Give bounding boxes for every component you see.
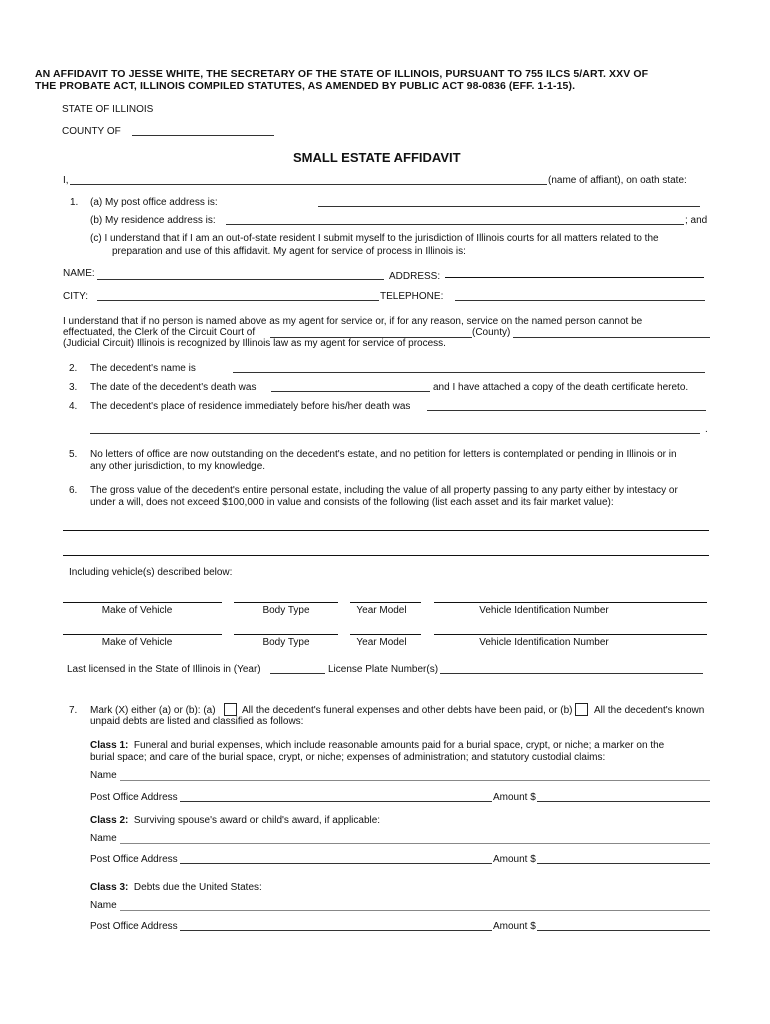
- agent-city-label: CITY:: [63, 291, 89, 302]
- class1-line-1: Funeral and burial expenses, which include reasonable amounts paid for a burial space, crypt, or niche; a marker on the: [133, 740, 665, 751]
- item5-line-1: No letters of office are now outstanding on the decedent's estate, and no petition for letters is contemplated or pending in Illinois or in: [90, 449, 677, 460]
- class2-name-label: Name: [90, 833, 117, 844]
- date-of-death-field[interactable]: [271, 391, 430, 392]
- class2-label: Class 2:: [90, 815, 129, 826]
- plate-number-label: License Plate Number(s): [328, 664, 439, 675]
- class1-line-2: burial space; and care of the burial space, crypt, or niche; expenses of administration; and statutory custodial claims:: [90, 752, 606, 763]
- item7-line-1b: All the decedent's funeral expenses and other debts have been paid, or (b): [242, 705, 573, 716]
- class2-po-field[interactable]: [180, 863, 492, 864]
- item1c-line-2: preparation and use of this affidavit. My agent for service of process in Illinois is:: [112, 246, 466, 257]
- understand-line-3: (Judicial Circuit) Illinois is recognized by Illinois law as my agent for service of process.: [63, 338, 446, 349]
- understand-line-1: I understand that if no person is named above as my agent for service or, if for any reason, service on the named person cannot be: [63, 316, 643, 327]
- header-line-2: THE PROBATE ACT, ILLINOIS COMPILED STATUTES, AS AMENDED BY PUBLIC ACT 98-0836 (EFF. 1-1-15).: [35, 80, 576, 92]
- affiant-name-field[interactable]: [70, 184, 547, 185]
- vehicle1-body-field[interactable]: [234, 602, 338, 603]
- item1b-end: ; and: [685, 215, 708, 226]
- item3-number: 3.: [69, 382, 78, 393]
- class2-amount-field[interactable]: [537, 863, 710, 864]
- class3-name-label: Name: [90, 900, 117, 911]
- plate-number-field[interactable]: [440, 673, 703, 674]
- agent-address-label: ADDRESS:: [389, 271, 441, 282]
- item3-text: The date of the decedent's death was: [90, 382, 257, 393]
- vehicle1-vin-field[interactable]: [434, 602, 707, 603]
- vehicle1-make-label: Make of Vehicle: [101, 605, 173, 616]
- asset-list-line-1[interactable]: [63, 530, 709, 531]
- class3-amount-label: Amount $: [493, 921, 536, 932]
- class2-amount-label: Amount $: [493, 854, 536, 865]
- item6-line-2: under a will, does not exceed $100,000 in value and consists of the following (list each asset and its fair market value):: [90, 497, 614, 508]
- post-office-address-field[interactable]: [318, 206, 700, 207]
- class1-block: [90, 740, 664, 751]
- item1a-label: (a) My post office address is:: [90, 197, 218, 208]
- residence-address-field[interactable]: [226, 224, 684, 225]
- class1-name-field[interactable]: [120, 780, 710, 781]
- vehicle1-body-label: Body Type: [262, 605, 310, 616]
- county-field[interactable]: [132, 135, 274, 136]
- item6-line-1: The gross value of the decedent's entire personal estate, including the value of all property passing to any party either by intestacy or: [90, 485, 678, 496]
- county-label: COUNTY OF: [62, 126, 121, 137]
- class1-name-label: Name: [90, 770, 117, 781]
- agent-telephone-field[interactable]: [455, 300, 705, 301]
- vehicles-heading: Including vehicle(s) described below:: [69, 567, 233, 578]
- understand-line-2b: (County): [472, 327, 511, 338]
- item2-text: The decedent's name is: [90, 363, 196, 374]
- class1-po-field[interactable]: [180, 801, 492, 802]
- form-title: SMALL ESTATE AFFIDAVIT: [293, 150, 461, 165]
- class3-name-field[interactable]: [120, 910, 710, 911]
- last-licensed-year-field[interactable]: [270, 673, 325, 674]
- vehicle2-year-field[interactable]: [350, 634, 421, 635]
- vehicle2-make-label: Make of Vehicle: [101, 637, 173, 648]
- class3-amount-field[interactable]: [537, 930, 710, 931]
- vehicle2-body-label: Body Type: [262, 637, 310, 648]
- class3-po-label: Post Office Address: [90, 921, 178, 932]
- understand-line-2a: effectuated, the Clerk of the Circuit Court of: [63, 327, 256, 338]
- item6-number: 6.: [69, 485, 78, 496]
- class3-block: [90, 882, 262, 893]
- class3-text: Debts due the United States:: [133, 882, 262, 893]
- vehicle2-vin-field[interactable]: [434, 634, 707, 635]
- option-b-checkbox[interactable]: [575, 703, 588, 716]
- asset-list-line-2[interactable]: [63, 555, 709, 556]
- decedent-name-field[interactable]: [233, 372, 705, 373]
- class2-text: Surviving spouse's award or child's award, if applicable:: [133, 815, 381, 826]
- class1-amount-label: Amount $: [493, 792, 536, 803]
- vehicle2-vin-label: Vehicle Identification Number: [479, 637, 609, 648]
- vehicle1-vin-label: Vehicle Identification Number: [479, 605, 609, 616]
- class3-label: Class 3:: [90, 882, 129, 893]
- item4-end: .: [705, 424, 708, 435]
- option-a-checkbox[interactable]: [224, 703, 237, 716]
- item1c-line-1: (c) I understand that if I am an out-of-state resident I submit myself to the jurisdiction of Illinois courts for all matters related to the: [90, 233, 659, 244]
- vehicle2-body-field[interactable]: [234, 634, 338, 635]
- residence-before-death-field[interactable]: [427, 410, 706, 411]
- vehicle1-year-label: Year Model: [356, 605, 407, 616]
- item7-number: 7.: [69, 705, 78, 716]
- last-licensed-label: Last licensed in the State of Illinois in (Year): [67, 664, 261, 675]
- item4-number: 4.: [69, 401, 78, 412]
- item4-text: The decedent's place of residence immediately before his/her death was: [90, 401, 411, 412]
- vehicle2-make-field[interactable]: [63, 634, 222, 635]
- vehicle1-year-field[interactable]: [350, 602, 421, 603]
- vehicle2-year-label: Year Model: [356, 637, 407, 648]
- item3-text-2: and I have attached a copy of the death certificate hereto.: [433, 382, 689, 393]
- item7-line-2: unpaid debts are listed and classified as follows:: [90, 716, 304, 727]
- item1b-label: (b) My residence address is:: [90, 215, 216, 226]
- item5-number: 5.: [69, 449, 78, 460]
- item1-number: 1.: [70, 197, 79, 208]
- item2-number: 2.: [69, 363, 78, 374]
- judicial-circuit-field[interactable]: [513, 337, 710, 338]
- class1-label: Class 1:: [90, 740, 129, 751]
- agent-address-field[interactable]: [445, 277, 704, 278]
- class1-po-label: Post Office Address: [90, 792, 178, 803]
- affiant-suffix: (name of affiant), on oath state:: [548, 175, 687, 186]
- item7-line-1a: Mark (X) either (a) or (b): (a): [90, 705, 216, 716]
- class2-name-field[interactable]: [120, 843, 710, 844]
- class1-amount-field[interactable]: [537, 801, 710, 802]
- class2-block: [90, 815, 380, 826]
- agent-telephone-label: TELEPHONE:: [380, 291, 444, 302]
- state-label: STATE OF ILLINOIS: [62, 104, 154, 115]
- item7-line-1c: All the decedent's known: [594, 705, 705, 716]
- agent-name-field[interactable]: [97, 279, 384, 280]
- vehicle1-make-field[interactable]: [63, 602, 222, 603]
- agent-city-field[interactable]: [97, 300, 379, 301]
- class3-po-field[interactable]: [180, 930, 492, 931]
- affiant-prefix: I,: [63, 175, 69, 186]
- class2-po-label: Post Office Address: [90, 854, 178, 865]
- residence-before-death-field-2[interactable]: [90, 433, 700, 434]
- header-line-1: AN AFFIDAVIT TO JESSE WHITE, THE SECRETARY OF THE STATE OF ILLINOIS, PURSUANT TO 755 ILCS 5/ART. XXV OF: [35, 68, 649, 80]
- agent-name-label: NAME:: [63, 268, 95, 279]
- item5-line-2: any other jurisdiction, to my knowledge.: [90, 461, 266, 472]
